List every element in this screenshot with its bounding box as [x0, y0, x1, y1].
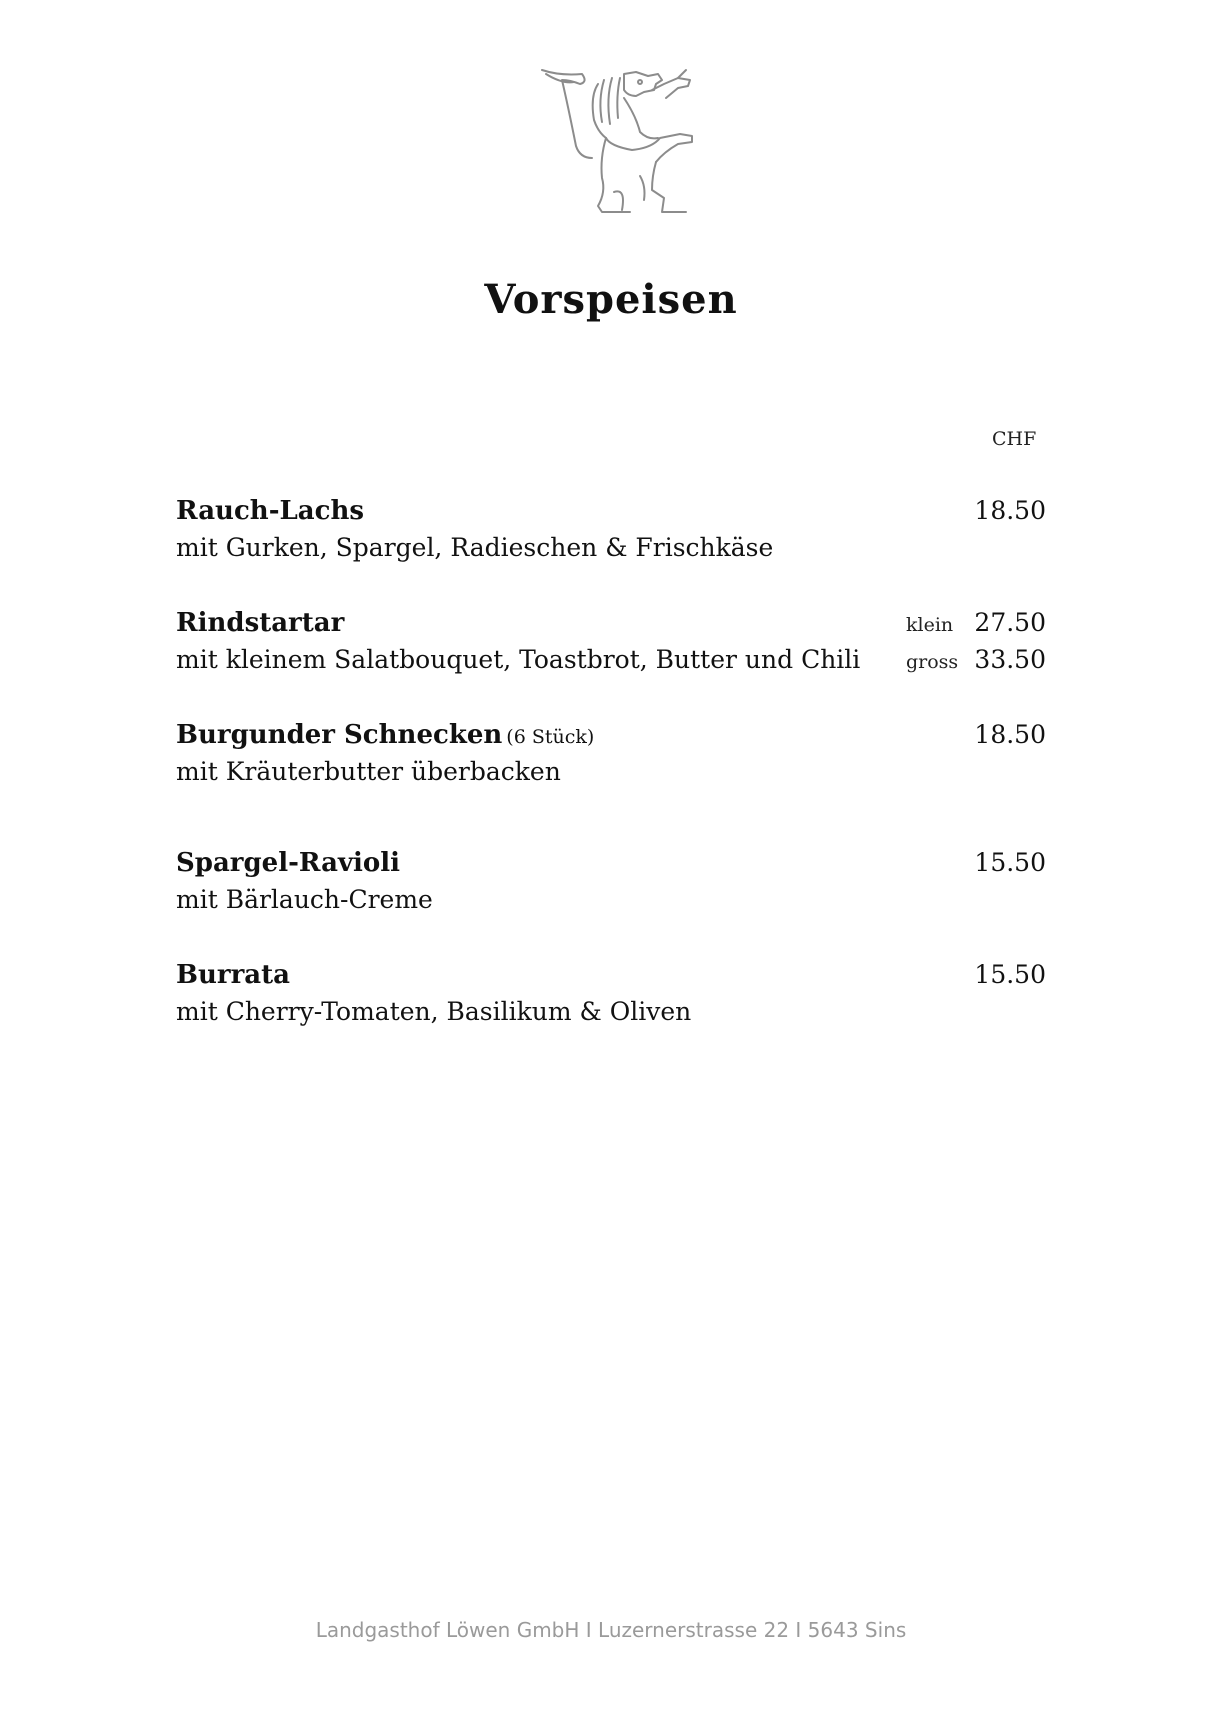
- item-description: mit Kräuterbutter überbacken: [176, 757, 561, 786]
- item-name-text: Burgunder Schnecken: [176, 720, 503, 750]
- page-title: Vorspeisen: [484, 276, 738, 323]
- item-price: 18.50: [974, 720, 1046, 749]
- item-description: mit Bärlauch-Creme: [176, 885, 433, 914]
- currency-label: CHF: [992, 428, 1037, 450]
- item-price: 18.50: [974, 496, 1046, 525]
- item-note: (6 Stück): [506, 726, 595, 748]
- lion-logo-icon: [540, 66, 715, 221]
- item-name: Burrata: [176, 960, 290, 990]
- item-description: mit Cherry-Tomaten, Basilikum & Oliven: [176, 997, 692, 1026]
- item-name: Spargel-Ravioli: [176, 848, 401, 878]
- size-label-large: gross: [906, 651, 959, 673]
- item-price: 15.50: [974, 960, 1046, 989]
- footer-address: Landgasthof Löwen GmbH I Luzernerstrasse 22 I 5643 Sins: [315, 1618, 907, 1642]
- item-description: mit kleinem Salatbouquet, Toastbrot, Butter und Chili: [176, 645, 861, 674]
- item-price-large: 33.50: [974, 645, 1046, 674]
- item-price-small: 27.50: [974, 608, 1046, 637]
- item-name: [176, 720, 594, 750]
- item-price: 15.50: [974, 848, 1046, 877]
- item-name: Rauch-Lachs: [176, 496, 364, 526]
- item-name: Rindstartar: [176, 608, 345, 638]
- item-description: mit Gurken, Spargel, Radieschen & Frischkäse: [176, 533, 774, 562]
- size-label-small: klein: [906, 614, 954, 636]
